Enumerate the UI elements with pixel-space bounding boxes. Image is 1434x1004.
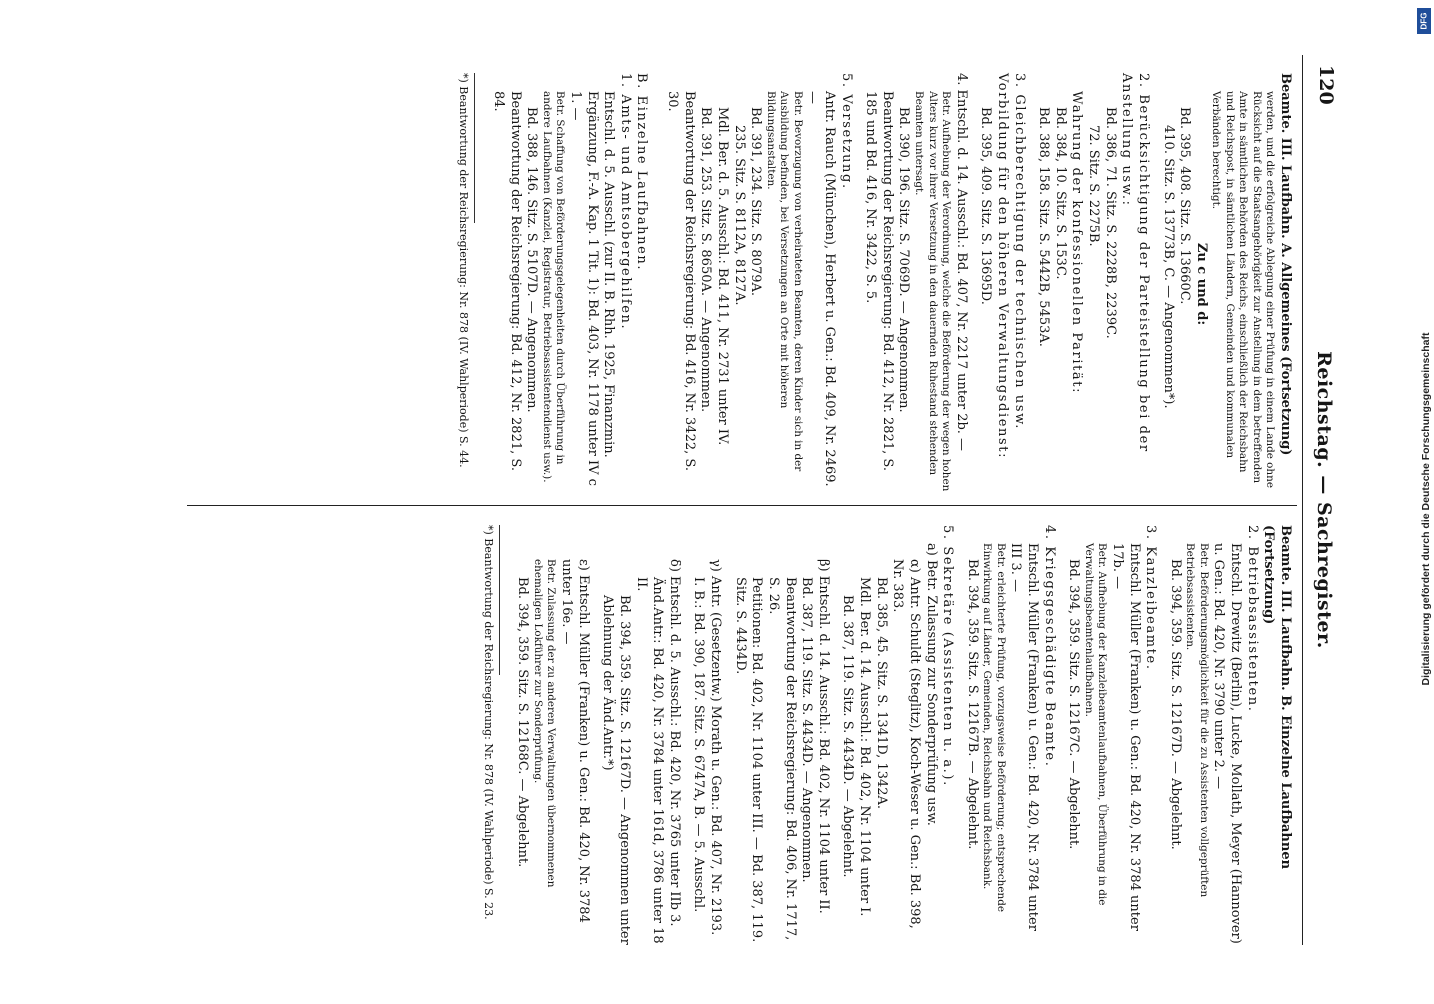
left-column [456, 73, 1293, 495]
register-entry: Wahrung der konfessionellen Parität: [1069, 91, 1085, 395]
register-entry: Beantwortung der Reichsregierung: Bd. 412, Nr. 2821, S. 84. [491, 91, 523, 471]
spacer [682, 525, 690, 947]
register-entry: Bd. 395, 409. Sitz. S. 13695D. [978, 107, 994, 305]
spacer [969, 73, 977, 495]
entry-annotation: Betr. Zulassung der zu anderen Verwaltungen übernommenen ehemaligen Lokführer zur Sonderprüfung. [531, 559, 558, 888]
rotated-register-page [87, 55, 1347, 945]
register-entry: Antr. Rauch (München), Herbert u. Gen.: Bd. 409, Nr. 2469. — [805, 91, 837, 487]
register-entry: β) Entschl. d. 14. Ausschl.: Bd. 402, Nr. 1104 unter II. [815, 559, 831, 914]
register-entry: Bd. 391, 253. Sitz. S. 8650A. — Angenommen. [698, 107, 714, 413]
column-divider [187, 505, 1297, 506]
right-footnote: *) Beantwortung der Reichsregierung: Nr. 878 (IV. Wahlperiode) S. 23. [481, 525, 495, 920]
register-entry: 72. Sitz. S. 2275B. [1086, 125, 1102, 247]
spacer [1151, 73, 1159, 495]
entry-annotation: Betr. Bevorzugung von verheirateten Beamten, deren Kinder sich in der Ausbildung befinden, bei Versetzungen an Orte mit höheren Bildungsanstalten. [764, 91, 804, 472]
left-column-entries [489, 73, 1293, 495]
page-number: 120 [1315, 65, 1337, 105]
register-entry: Bd. 388, 146. Sitz. S. 5107D. — Angenommen. [524, 107, 540, 413]
register-entry: B. Einzelne Laufbahnen. [634, 73, 650, 272]
register-entry: I. B.: Bd. 390, 187. Sitz. S. 6747A, B. — 5. Ausschl. [691, 577, 707, 913]
dfg-logo-text: DFG [1419, 12, 1429, 30]
register-entry: Bd. 390, 196. Sitz. S. 7069D. — Angenommen. [896, 107, 912, 413]
register-entry: Entschl. Drewitz (Berlin), Lucke, Mollath, Meyer (Hannover) u. Gen.: Bd. 420, Nr. 3790 unter 2. — [1211, 543, 1244, 944]
footnote-rule [499, 525, 500, 675]
register-entry: γ) Antr. (Gesetzentw.) Morath u. Gen.: Bd. 407, Nr. 2193. [708, 559, 724, 936]
spacer [854, 73, 862, 495]
register-entry: Beantwortung der Reichsregierung: Bd. 416, Nr. 3422, S. 30. [665, 91, 697, 471]
register-entry: 235. Sitz. S. 8112A, 8127A. [731, 125, 747, 306]
register-entry: Bd. 385, 45. Sitz. S. 1341D, 1342A. [873, 577, 889, 810]
register-entry: Änd.Antr.: Bd. 420, Nr. 3784 unter 161d, 3786 unter 18 II. [633, 577, 666, 944]
register-entry: Bd. 384, 10. Sitz. S. 153C. [1052, 107, 1068, 280]
entry-annotation: Betr. erleichterte Prüfung, vorzugsweise Beförderung; entsprechende Einwirkung auf Länder, Gemeinden, Reichsbahn und Reichsbank. [981, 543, 1007, 912]
funding-caption-text: Digitalisierung gefördert durch die Deutsche Forschungsgemeinschaft [1420, 332, 1432, 686]
entry-annotation: Betr. Aufhebung der Kanzleibeamtenlaufbahnen, Überführung in die Verwaltungsbeamtenlaufbahnen. [1082, 543, 1109, 906]
register-entry: Bd. 394, 359. Sitz. S. 12167D. — Abgelehnt. [1167, 559, 1183, 850]
register-entry: ε) Entschl. Müller (Franken) u. Gen.: Bd. 420, Nr. 3784 unter 16e. — [559, 559, 591, 923]
register-entry: 2. Berücksichtigung der Parteistellung bei der Anstellung usw.: [1119, 73, 1151, 453]
register-entry: Zu c und d: [1193, 242, 1209, 326]
left-footnote: *) Beantwortung der Reichsregierung: Nr. 878 (IV. Wahlperiode) S. 44. [457, 73, 471, 468]
register-entry: Bd. 387, 119. Sitz. S. 4434D. — Angenommen. [799, 577, 815, 883]
spacer [1158, 525, 1166, 947]
register-entry: Mdl. Ber. d. 5. Ausschl.: Bd. 411, Nr. 2731 unter IV. [714, 107, 730, 446]
register-entry: Bd. 388, 158. Sitz. S. 5442B, 5453A. [1036, 107, 1052, 347]
register-entry: Beantwortung der Reichsregierung: Bd. 412, Nr. 2821, S. 185 und Bd. 416, Nr. 3422, S. 5. [863, 91, 895, 471]
register-entry: Bd. 394, 359. Sitz. S. 12167B. — Abgelehnt. [964, 559, 980, 850]
page-title: Reichstag. — Sachregister. [1313, 351, 1335, 649]
register-entry: Entschl. d. 5. Ausschl. (zur II. B. Rhh. 1925, Finanzmin. Ergänzung, F.-A. Kap. 1 Tit. 1): Bd. 403, Nr. 1178 unter IV c 1. — [567, 91, 617, 486]
register-entry: Bd. 394, 359. Sitz. S. 12167C. — Abgelehnt. [1066, 559, 1082, 850]
register-entry: Bd. 394, 359. Sitz. S. 12168C. — Abgelehnt. [515, 577, 531, 868]
register-entry: 3. Gleichberechtigung der technischen usw. Vorbildung für den höheren Verwaltungsdienst: [994, 73, 1027, 460]
register-entry: Petitionen: Bd. 402, Nr. 1104 unter III. — Bd. 387, 119. Sitz. S. 4434D. [732, 577, 765, 943]
dfg-logo [1417, 8, 1431, 34]
register-entry: Bd. 387, 119. Sitz. S. 4434D. — Abgelehnt. [840, 595, 856, 878]
register-entry: 1. Amts- und Amtsobergehilfen. [617, 73, 633, 331]
entry-annotation: Betr. Schaffung von Beförderungsgelegenheiten durch Überführung in andere Laufbahnen (Kanzlei, Registratur, Betriebsassistentendienst usw.). [540, 91, 567, 483]
footnote-rule [474, 73, 475, 223]
page-header [1302, 55, 1347, 945]
register-entry: 2. Betriebsassistenten. [1244, 525, 1260, 713]
right-column-entries [514, 525, 1293, 947]
register-entry: a) Betr. Zulassung zur Sonderprüfung usw. [923, 543, 939, 826]
spacer [955, 525, 963, 947]
spacer [723, 525, 731, 947]
spacer [591, 525, 599, 947]
register-entry: 3. Kanzleibeamte. [1143, 525, 1159, 671]
column-heading: Beamte. III. Laufbahn. A. Allgemeines (Fortsetzung) [1278, 73, 1293, 456]
register-entry: Entschl. Müller (Franken) u. Gen.: Bd. 420, Nr. 3784 unter 17b. — [1109, 543, 1142, 931]
register-entry: Bd. 391, 234. Sitz. S. 8079A. [748, 107, 764, 297]
right-column [480, 525, 1293, 947]
register-entry: δ) Entschl. d. 5. Ausschl.: Bd. 420, Nr. 3765 unter IIb 3. [666, 559, 682, 927]
register-entry: Beantwortung der Reichsregierung: Bd. 406, Nr. 1717, S. 26. [765, 577, 798, 941]
entry-annotation: Betr. Aufhebung der Verordnung, welche die Beförderung der wegen hohen Alters kurz vor ihrer Versetzung in den dauernden Ruhestand stehenden Beamten untersagt. [913, 91, 953, 492]
register-entry: 410. Sitz. S. 13773B, C. — Angenommen*). [1160, 125, 1176, 409]
register-entry: Bd. 394, 359. Sitz. S. 12167D. — Angenommen unter Ablehnung der Änd.Antr.*) [600, 595, 632, 945]
funding-caption [1417, 8, 1434, 998]
register-entry: 4. Kriegsgeschädigte Beamte. [1041, 525, 1057, 768]
register-entry: 4. Entschl. d. 14. Ausschl.: Bd. 407, Nr. 2217 unter 2b. — [953, 73, 969, 452]
entry-annotation: Betr. Beförderungsmöglichkeit für die zu Assistenten vollgeprüften Betriebsassistenten. [1184, 543, 1210, 898]
register-entry: Entschl. Müller (Franken) u. Gen.: Bd. 420, Nr. 3784 unter III 3. — [1008, 543, 1041, 931]
register-entry: Mdl. Ber. d. 14. Ausschl.: Bd. 402, Nr. 1104 unter I. [857, 577, 873, 917]
spacer [649, 73, 663, 495]
register-entry: 5. Sekretäre (Assistenten u. a.). [940, 525, 956, 787]
register-entry: α) Antr. Schuldt (Steglitz), Koch-Weser u. Gen.: Bd. 398, Nr. 383. [890, 559, 922, 929]
spacer [1057, 525, 1065, 947]
column-heading: Beamte. III. Laufbahn. B. Einzelne Laufbahnen (Fortsetzung) [1261, 525, 1293, 870]
register-entry: Bd. 395, 408. Sitz. S. 13660C. [1177, 107, 1193, 305]
register-entry: Bd. 386, 71. Sitz. S. 2228B, 2239C. [1102, 107, 1118, 339]
register-entry: 5. Versetzung. [838, 73, 854, 190]
entry-annotation: werden, und die erfolgreiche Ablegung einer Prüfung in einem Lande ohne Rücksicht auf die Staatsangehörigkeit zur Anstellung in dem betreffenden Amte in sämtlichen Behörden des Reichs, einschließlich der Reichsbahn und Reichspost, in sämtlichen Ländern, Gemeinden und kommunalen Verbänden berechtigt. [1210, 91, 1277, 488]
spacer [1027, 73, 1035, 495]
spacer [831, 525, 839, 947]
